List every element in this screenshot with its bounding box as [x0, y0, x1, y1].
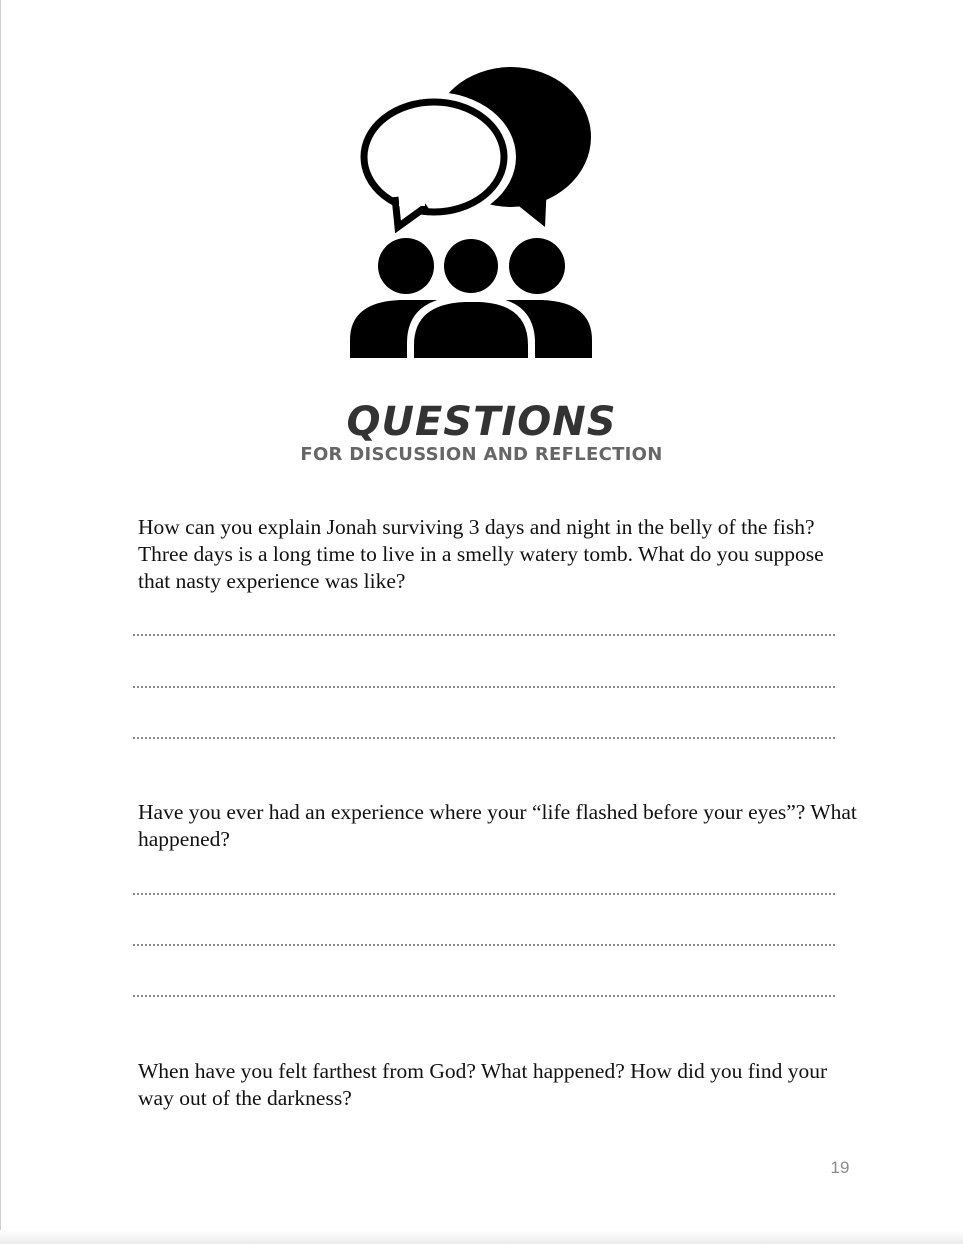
person-right-head-icon — [509, 238, 565, 294]
question-3: When have you felt farthest from God? What happened? How did you find your way out of the darkness? — [138, 1059, 828, 1110]
answer-line-1-2[interactable] — [133, 686, 835, 688]
answer-line-2-2[interactable] — [133, 944, 835, 946]
page-subtitle: FOR DISCUSSION AND REFLECTION — [300, 444, 663, 465]
person-left-head-icon — [378, 238, 434, 294]
question-1: How can you explain Jonah surviving 3 days and night in the belly of the fish? Three days is a long time to live in a smelly watery tomb. What do you suppose that nasty experience was like? — [138, 515, 824, 593]
answer-line-2-1[interactable] — [133, 893, 835, 895]
answer-line-2-3[interactable] — [133, 995, 835, 997]
page-bottom-edge — [0, 1230, 963, 1244]
answer-line-1-1[interactable] — [133, 634, 835, 636]
page-edge — [0, 0, 1, 1244]
person-center-head-icon — [444, 239, 498, 293]
question-2: Have you ever had an experience where your “life flashed before your eyes”? What happened? — [138, 800, 857, 851]
answer-line-1-3[interactable] — [133, 737, 835, 739]
speech-bubble-front-icon — [364, 102, 504, 212]
discussion-group-icon — [345, 55, 595, 365]
page-number: 19 — [830, 1158, 850, 1177]
page-title: QUESTIONS — [346, 399, 617, 445]
